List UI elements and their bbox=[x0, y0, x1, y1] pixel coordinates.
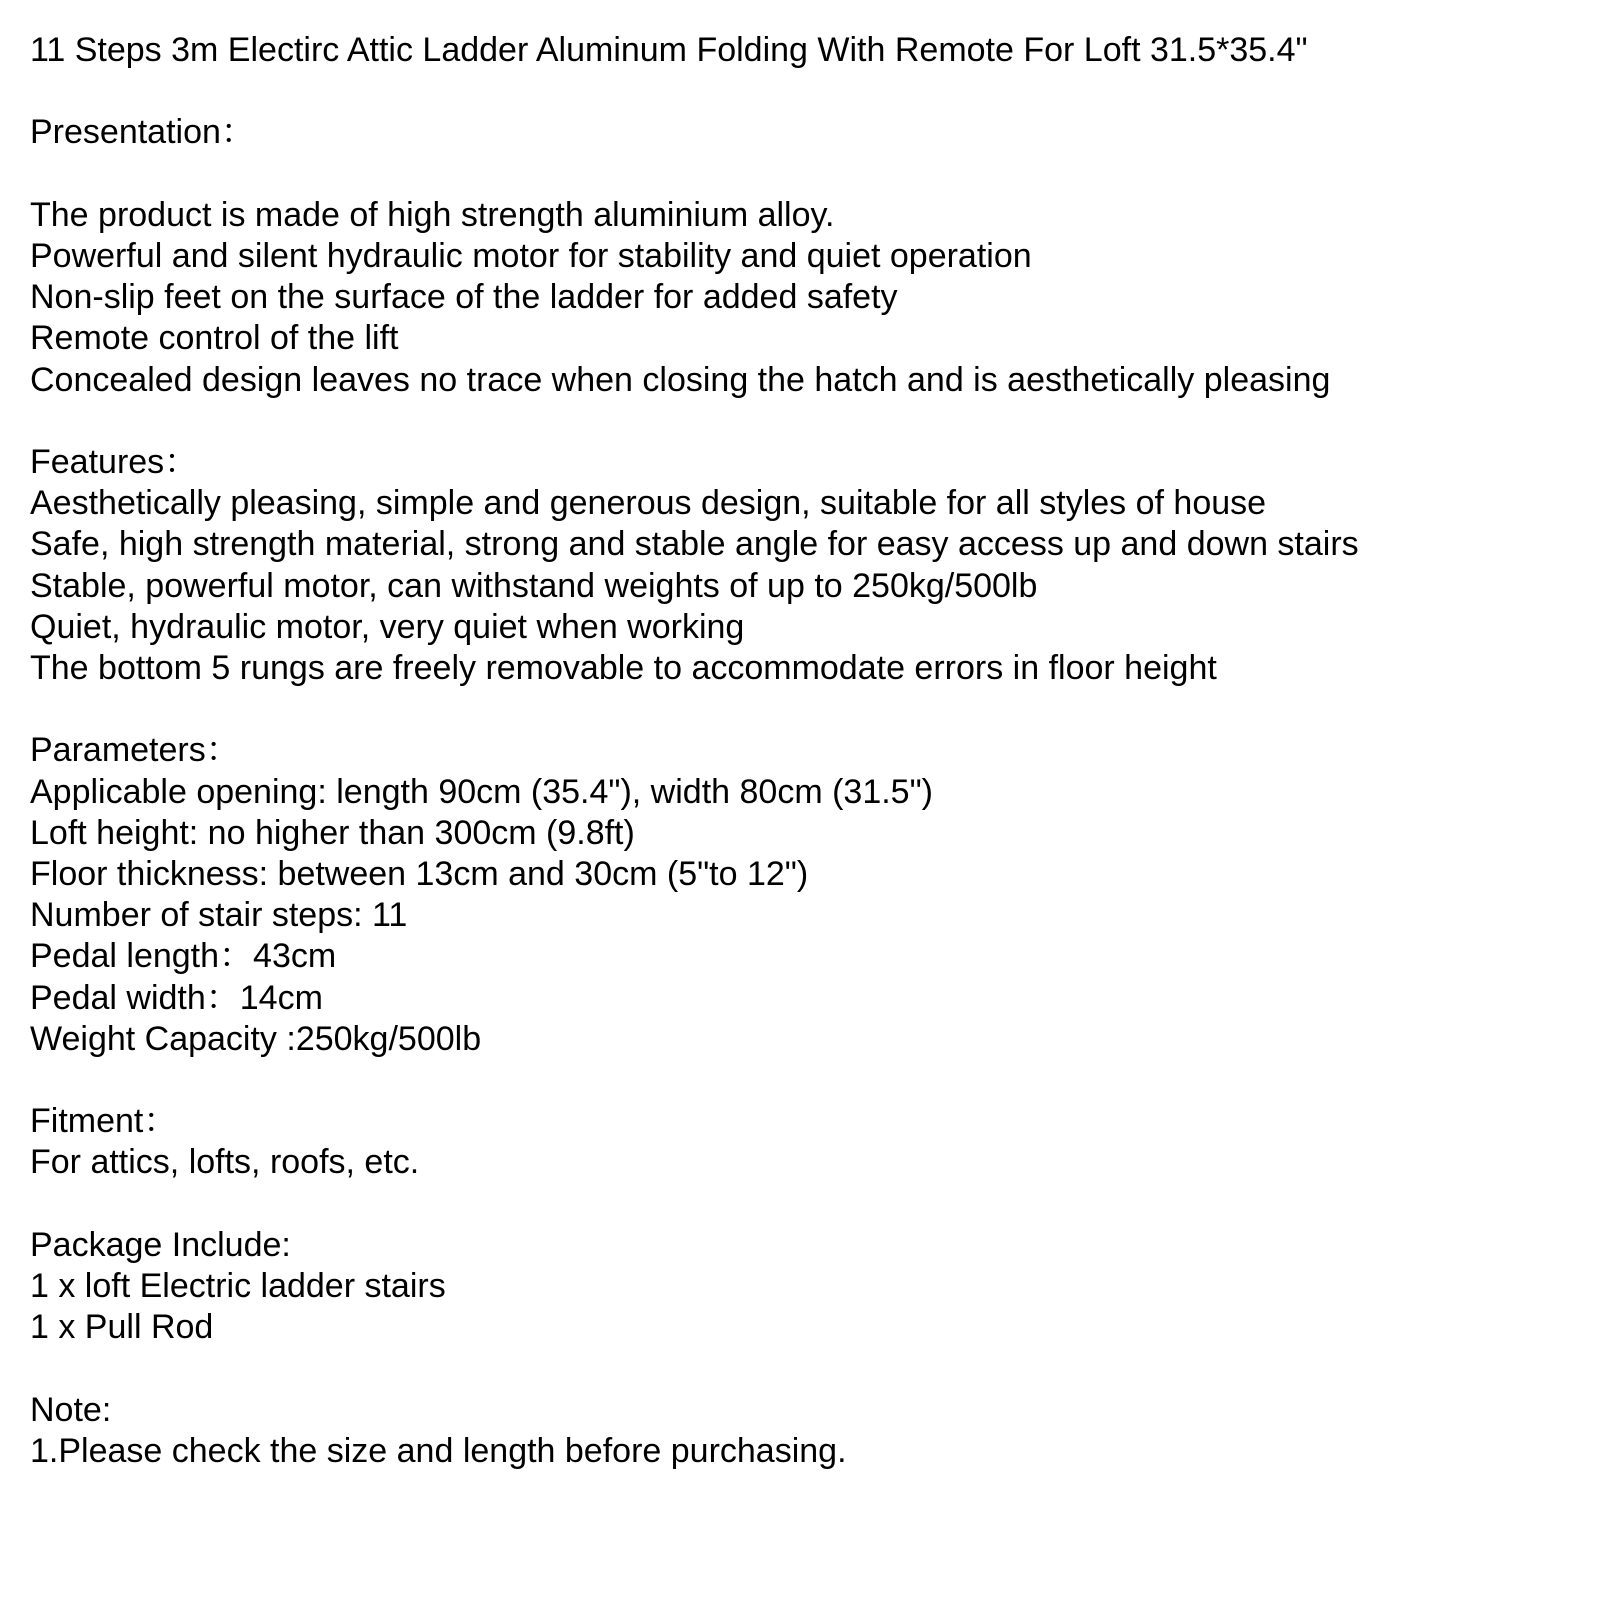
features-section bbox=[30, 442, 1575, 689]
product-description bbox=[30, 30, 1575, 1472]
spacer bbox=[30, 154, 1575, 195]
presentation-heading: Presentation： bbox=[30, 113, 255, 152]
feature-line: Stable, powerful motor, can withstand weights of up to 250kg/500lb bbox=[30, 566, 1038, 605]
spacer bbox=[30, 71, 1575, 112]
spacer bbox=[30, 401, 1575, 442]
parameters-heading: Parameters： bbox=[30, 731, 240, 770]
fitment-line: For attics, lofts, roofs, etc. bbox=[30, 1143, 420, 1182]
presentation-section bbox=[30, 112, 1575, 400]
fitment-heading: Fitment： bbox=[30, 1102, 178, 1141]
fitment-section bbox=[30, 1101, 1575, 1183]
feature-line: Safe, high strength material, strong and stable angle for easy access up and down stairs bbox=[30, 525, 1359, 564]
package-line: 1 x Pull Rod bbox=[30, 1308, 214, 1347]
note-line: 1.Please check the size and length before purchasing. bbox=[30, 1431, 847, 1470]
parameter-line: Loft height: no higher than 300cm (9.8ft) bbox=[30, 813, 635, 852]
spacer bbox=[30, 689, 1575, 730]
presentation-line: Non-slip feet on the surface of the ladder for added safety bbox=[30, 278, 898, 317]
package-heading: Package Include: bbox=[30, 1225, 291, 1264]
parameters-section bbox=[30, 730, 1575, 1060]
package-section bbox=[30, 1225, 1575, 1349]
product-title: 11 Steps 3m Electirc Attic Ladder Aluminum Folding With Remote For Loft 31.5*35.4" bbox=[30, 31, 1308, 69]
feature-line: Quiet, hydraulic motor, very quiet when working bbox=[30, 607, 745, 646]
parameter-line: Weight Capacity :250kg/500lb bbox=[30, 1019, 482, 1058]
note-section bbox=[30, 1390, 1575, 1472]
parameter-line: Pedal length：43cm bbox=[30, 937, 337, 976]
features-heading: Features： bbox=[30, 442, 199, 481]
note-heading: Note: bbox=[30, 1390, 112, 1429]
presentation-line: Remote control of the lift bbox=[30, 319, 399, 358]
presentation-line: Powerful and silent hydraulic motor for stability and quiet operation bbox=[30, 236, 1032, 275]
spacer bbox=[30, 1348, 1575, 1389]
package-line: 1 x loft Electric ladder stairs bbox=[30, 1267, 446, 1305]
presentation-line: The product is made of high strength aluminium alloy. bbox=[30, 195, 835, 234]
spacer bbox=[30, 1060, 1575, 1101]
presentation-line: Concealed design leaves no trace when closing the hatch and is aesthetically pleasing bbox=[30, 360, 1331, 399]
parameter-line: Applicable opening: length 90cm (35.4"), width 80cm (31.5") bbox=[30, 772, 933, 811]
feature-line: The bottom 5 rungs are freely removable to accommodate errors in floor height bbox=[30, 649, 1217, 687]
parameter-line: Number of stair steps: 11 bbox=[30, 896, 408, 935]
parameter-line: Floor thickness: between 13cm and 30cm (5"to 12") bbox=[30, 855, 809, 893]
parameter-line: Pedal width：14cm bbox=[30, 978, 323, 1017]
feature-line: Aesthetically pleasing, simple and generous design, suitable for all styles of house bbox=[30, 484, 1267, 523]
spacer bbox=[30, 1184, 1575, 1225]
